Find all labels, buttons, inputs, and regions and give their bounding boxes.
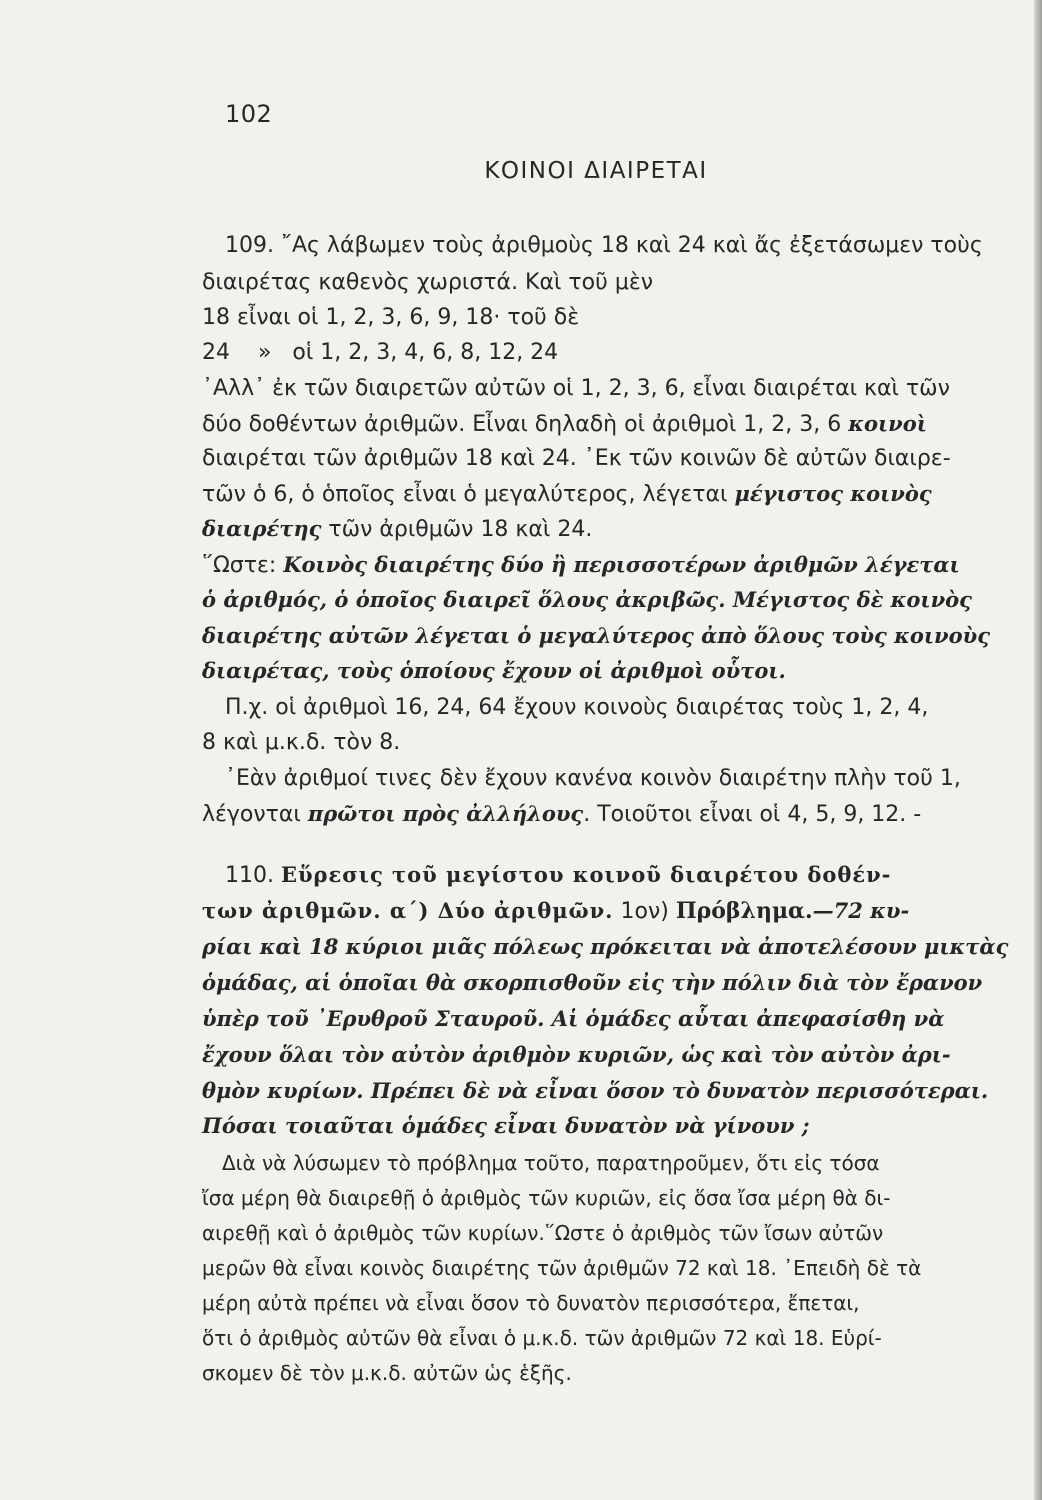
p109-line-6-emphasis: κοινοὶ	[848, 411, 927, 436]
p109-example-line-2: 8 καὶ μ.κ.δ. τὸν 8.	[202, 730, 401, 755]
p109-line-6-text: δύο δοθέντων ἀριθμῶν. Εἶναι δηλαδὴ οἱ ἀριθμοὶ 1, 2, 3, 6	[202, 412, 849, 437]
section-title: ΚΟΙΝΟΙ ΔΙΑΙΡΕΤΑΙ	[484, 158, 708, 184]
p109-definition-line-4: διαιρέτας, τοὺς ὁποίους ἔχουν οἱ ἀριθμοὶ οὗτοι.	[202, 658, 786, 683]
p109-line-1: 109. ῎Ας λάβωμεν τοὺς ἀριθμοὺς 18 καὶ 24 καὶ ἄς ἐξετάσωμεν τοὺς	[225, 233, 983, 258]
page-number: 102	[225, 100, 273, 128]
p110-heading-line-1	[225, 857, 1042, 893]
p110-problem-line-3: ρίαι καὶ 18 κύριοι μιᾶς πόλεως πρόκειται νὰ ἀποτελέσουν μικτὰς	[202, 934, 1009, 959]
p110-heading: Εὕρεσις τοῦ μεγίστου κοινοῦ διαιρέτου δοθέν-	[280, 862, 892, 887]
p109-line-17-emphasis: πρῶτοι πρὸς ἀλλήλους	[307, 801, 584, 826]
p110-solution-line-7: σκομεν δὲ τὸν μ.κ.δ. αὐτῶν ὡς ἑξῆς.	[202, 1361, 572, 1385]
p110-problem-line-4: ὁμάδας, αἱ ὁποῖαι θὰ σκορπισθοῦν εἰς τὴν πόλιν διὰ τὸν ἔρανον	[202, 970, 983, 995]
p110-solution-line-1: Διὰ νὰ λύσωμεν τὸ πρόβλημα τοῦτο, παρατηροῦμεν, ὅτι εἰς τόσα	[222, 1151, 880, 1175]
p110-problem-line-5: ὑπὲρ τοῦ ᾿Ερυθροῦ Σταυροῦ. Αἱ ὁμάδες αὗται ἀπεφασίσθη νὰ	[202, 1006, 945, 1031]
p110-solution-line-4: μερῶν θὰ εἶναι κοινὸς διαιρέτης τῶν ἀριθμῶν 72 καὶ 18. ᾿Επειδὴ δὲ τὰ	[202, 1256, 922, 1280]
p110-heading-cont: των ἀριθμῶν. α΄) Δύο ἀριθμῶν.	[202, 898, 614, 923]
p110-heading-line-2	[202, 893, 1040, 929]
p110-problem-line-7: θμὸν κυρίων. Πρέπει δὲ νὰ εἶναι ὅσον τὸ δυνατὸν περισσότεραι.	[202, 1078, 989, 1103]
p110-solution-line-5: μέρη αὐτὰ πρέπει νὰ εἶναι ὅσον τὸ δυνατὸν περισσότερα, ἔπεται,	[202, 1291, 860, 1315]
p110-problem-line-6: ἔχουν ὅλαι τὸν αὐτὸν ἀριθμὸν κυριῶν, ὡς καὶ τὸν αὐτὸν ἀρι-	[202, 1042, 951, 1067]
p109-definition-line-2: ὁ ἀριθμός, ὁ ὁποῖος διαιρεῖ ὅλους ἀκριβῶς. Μέγιστος δὲ κοινὸς	[202, 587, 972, 612]
p109-line-9	[202, 511, 1040, 547]
p109-line-17-tail: . Τοιοῦτοι εἶναι οἱ 4, 5, 9, 12. -	[583, 802, 922, 827]
p109-line-7: διαιρέται τῶν ἀριθμῶν 18 καὶ 24. ᾿Εκ τῶν κοινῶν δὲ αὐτῶν διαιρε-	[202, 446, 951, 471]
p110-problem-start: —72 κυ-	[812, 898, 910, 923]
p109-definition-line-3: διαιρέτης αὐτῶν λέγεται ὁ μεγαλύτερος ἀπὸ ὅλους τοὺς κοινοὺς	[202, 623, 990, 648]
p109-line-17-text: λέγονται	[202, 802, 308, 827]
p109-line-2: διαιρέτας καθενὸς χωριστά. Καὶ τοῦ μὲν	[202, 270, 654, 295]
p110-solution-line-2: ἴσα μέρη θὰ διαιρεθῇ ὁ ἀριθμὸς τῶν κυριῶν, εἰς ὅσα ἴσα μέρη θὰ δι-	[202, 1186, 891, 1210]
p110-problem-label: Πρόβλημα.	[675, 898, 813, 924]
p109-line-17	[202, 796, 1040, 832]
p109-line-5: ᾿Αλλ᾿ ἐκ τῶν διαιρετῶν αὐτῶν οἱ 1, 2, 3, 6, εἶναι διαιρέται καὶ τῶν	[202, 376, 950, 401]
p110-problem-line-8: Πόσαι τοιαῦται ὁμάδες εἶναι δυνατὸν νὰ γίνουν ;	[202, 1113, 810, 1138]
p109-example-line-1: Π.χ. οἱ ἀριθμοὶ 16, 24, 64 ἔχουν κοινοὺς διαιρέτας τοὺς 1, 2, 4,	[225, 695, 929, 720]
p109-line-8-text: τῶν ὁ 6, ὁ ὁποῖος εἶναι ὁ μεγαλύτερος, λέγεται	[202, 482, 735, 507]
p110-problem-num: 1ον)	[613, 899, 676, 924]
p110-solution-line-6: ὅτι ὁ ἀριθμὸς αὐτῶν θὰ εἶναι ὁ μ.κ.δ. τῶν ἀριθμῶν 72 καὶ 18. Εὑρί-	[202, 1326, 882, 1350]
p110-solution-line-3: αιρεθῇ καὶ ὁ ἀριθμὸς τῶν κυρίων.῞Ωστε ὁ ἀριθμὸς τῶν ἴσων αὐτῶν	[202, 1221, 884, 1245]
p110-number: 110.	[225, 863, 281, 888]
p109-line-10	[202, 547, 1040, 583]
p109-line-8	[202, 476, 1040, 512]
p109-line-16: ᾿Εὰν ἀριθμοί τινες δὲν ἔχουν κανένα κοινὸν διαιρέτην πλὴν τοῦ 1,	[225, 766, 961, 791]
p109-line-6	[202, 406, 1040, 442]
p109-line-9-emphasis: διαιρέτης	[202, 516, 322, 541]
p109-line-8-emphasis: μέγιστος κοινὸς	[734, 481, 932, 506]
p109-line-3: 18 εἶναι οἱ 1, 2, 3, 6, 9, 18· τοῦ δὲ	[202, 305, 580, 330]
p109-line-4: 24 » οἱ 1, 2, 3, 4, 6, 8, 12, 24	[202, 340, 559, 365]
p109-line-9-text: τῶν ἀριθμῶν 18 καὶ 24.	[321, 517, 593, 542]
p109-line-10-text: ῞Ωστε:	[202, 553, 284, 578]
p109-definition-start: Κοινὸς διαιρέτης δύο ἢ περισσοτέρων ἀριθμῶν λέγεται	[283, 552, 960, 577]
